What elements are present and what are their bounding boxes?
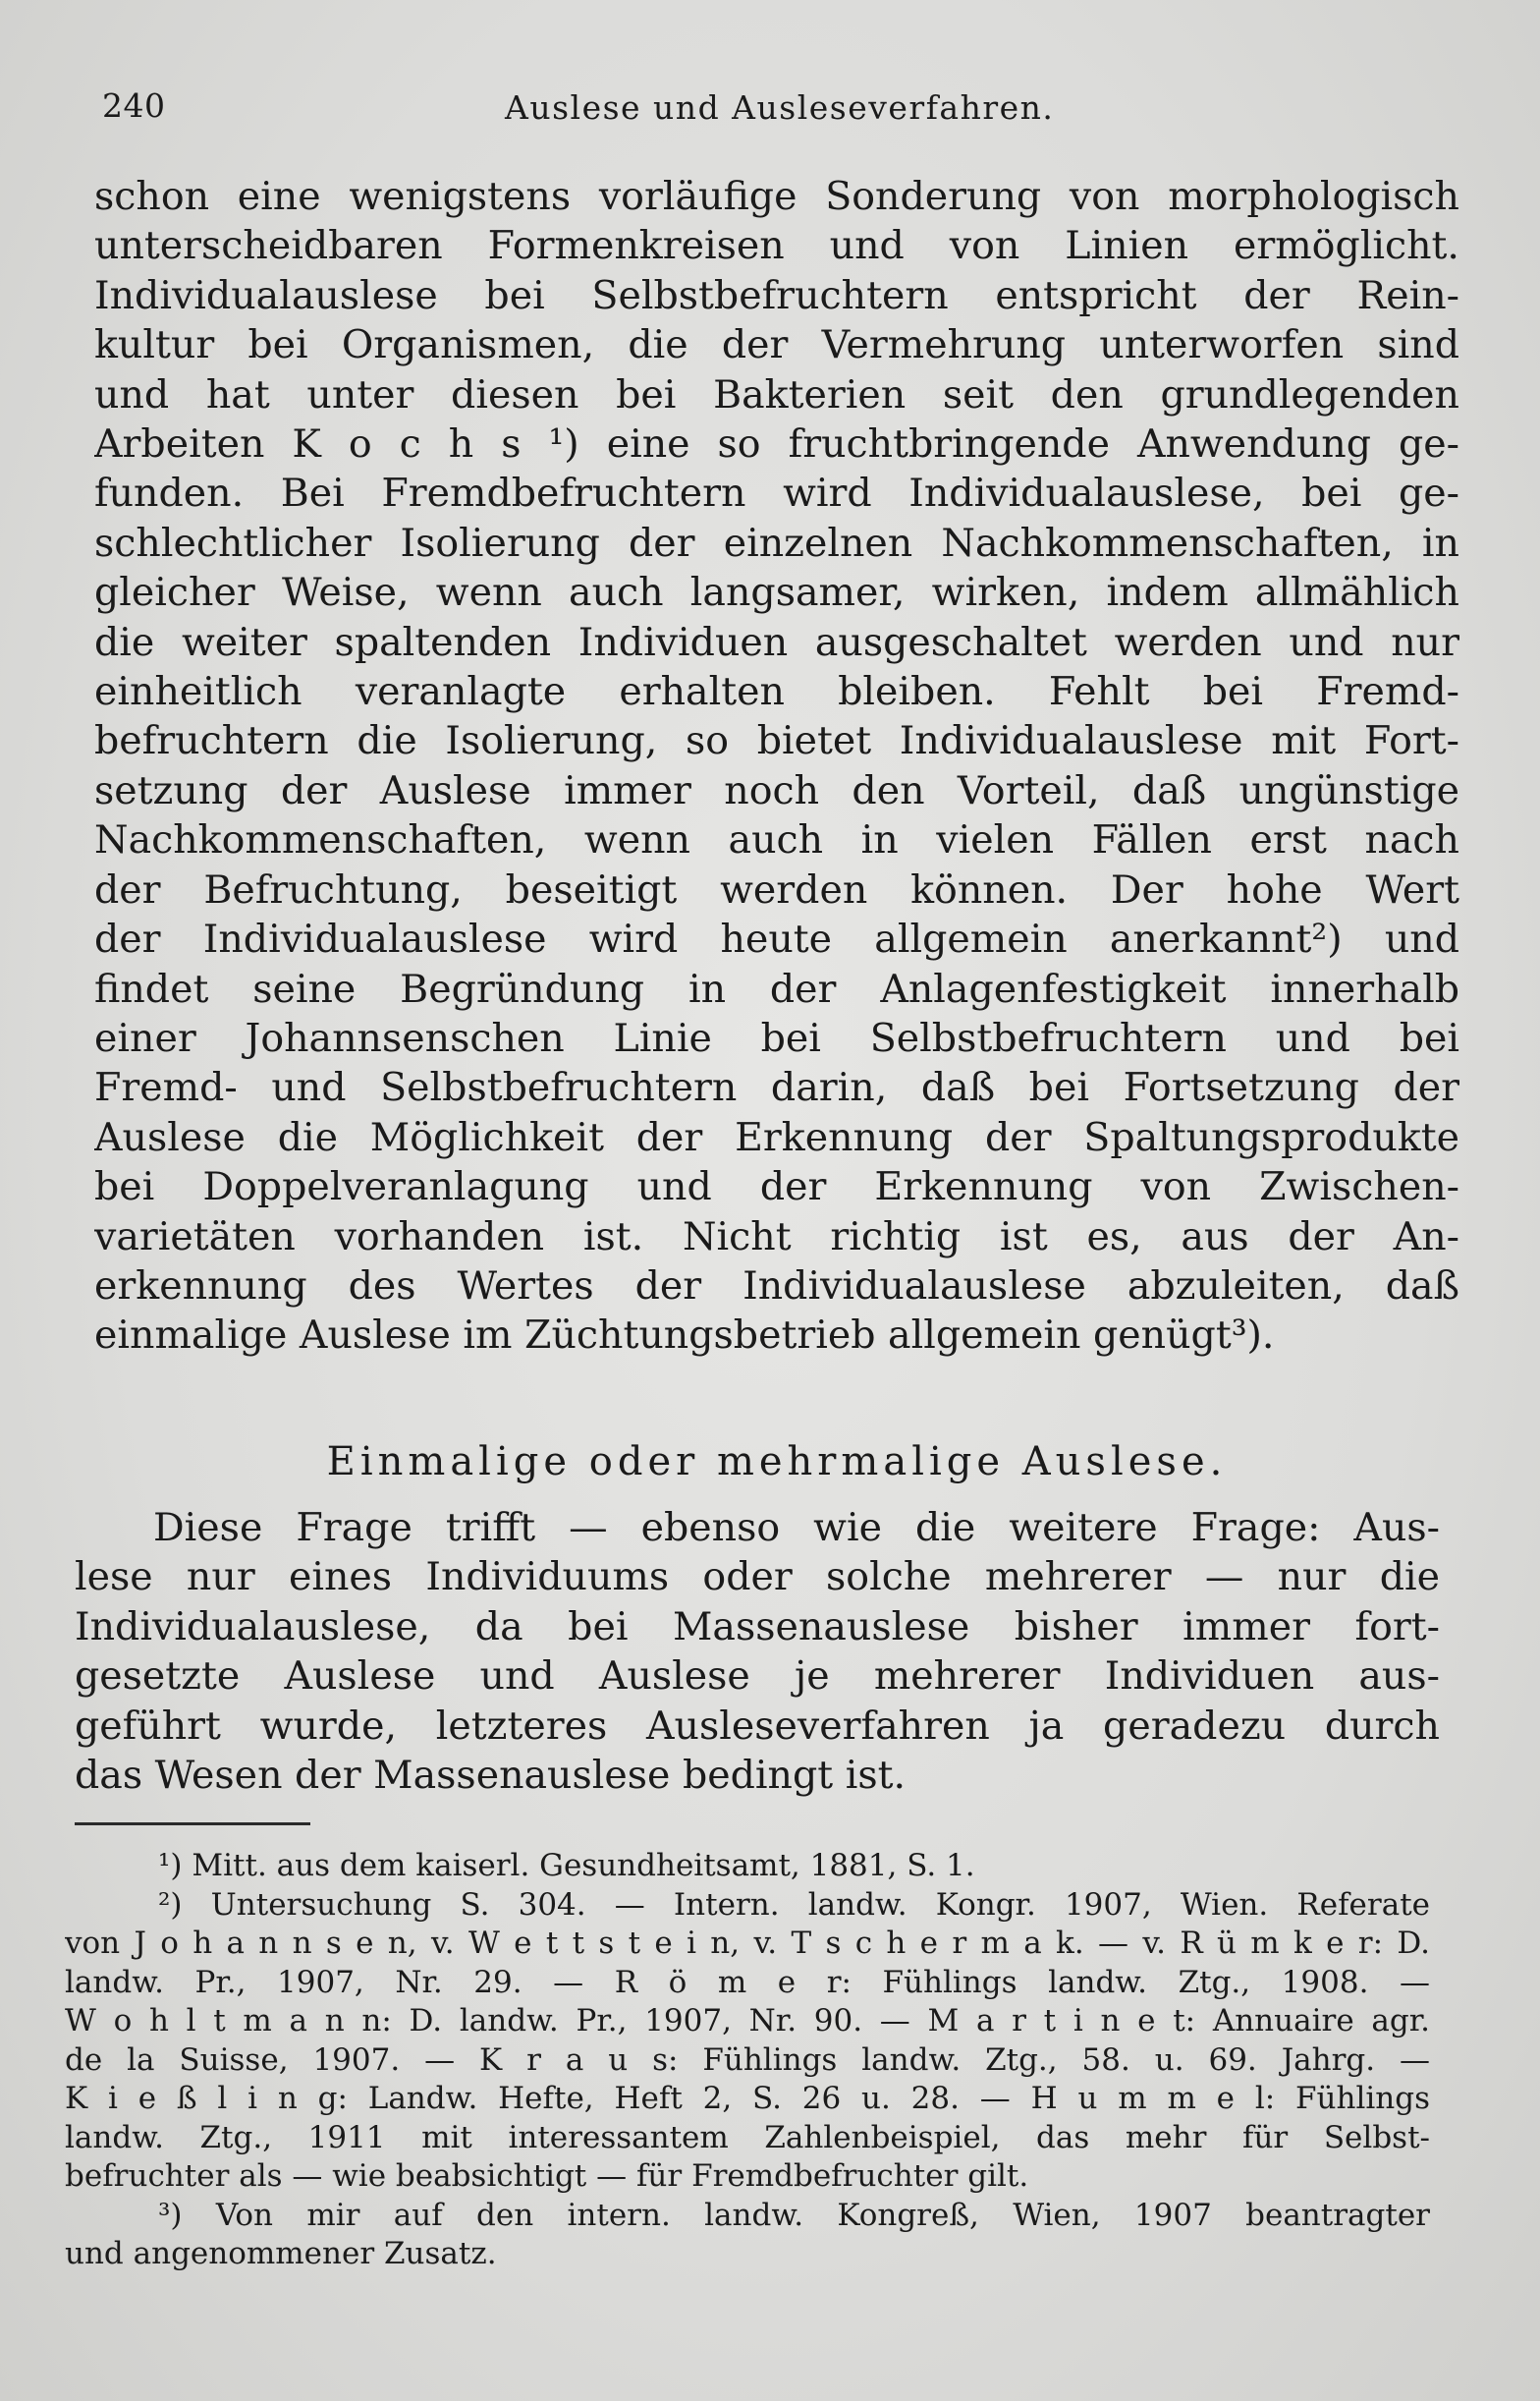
footnote-line: von J o h a n n s e n, v. W e t t s t e i n, v. T s c h e r m a k. — v. R ü m k e r: D. xyxy=(65,1926,1430,1961)
text-line: einmalige Auslese im Züchtungsbetrieb allgemein genügt³). xyxy=(94,1312,1275,1359)
footnote-line: K i e ß l i n g: Landw. Hefte, Heft 2, S. 26 u. 28. — H u m m e l: Fühlings xyxy=(65,2081,1430,2116)
text-line: erkennung des Wertes der Individualauslese abzuleiten, daß xyxy=(94,1262,1459,1309)
text-line: gleicher Weise, wenn auch langsamer, wirken, indem allmählich xyxy=(94,570,1459,616)
section-heading: Einmalige oder mehrmalige Auslese. xyxy=(326,1439,1228,1484)
footnote-line: befruchter als — wie beabsichtigt — für Fremdbefruchter gilt. xyxy=(65,2158,1029,2194)
page-header xyxy=(102,86,1458,136)
running-title: Auslese und Ausleseverfahren. xyxy=(505,88,1055,127)
footnote-line: ²) Untersuchung S. 304. — Intern. landw. Kongr. 1907, Wien. Referate xyxy=(158,1886,1430,1923)
footnote-separator xyxy=(75,1822,310,1825)
text-line: schon eine wenigstens vorläufige Sonderung von morphologisch xyxy=(94,174,1459,219)
footnote-line: ¹) Mitt. aus dem kaiserl. Gesundheitsamt, 1881, S. 1. xyxy=(158,1848,975,1883)
text-line: die weiter spaltenden Individuen ausgeschaltet werden und nur xyxy=(94,619,1459,665)
text-line: der Befruchtung, beseitigt werden können. Der hohe Wert xyxy=(94,866,1459,913)
footnotes xyxy=(65,1847,1430,2274)
text-line: gesetzte Auslese und Auslese je mehrerer Individuen aus- xyxy=(75,1653,1440,1700)
text-line: setzung der Auslese immer noch den Vorteil, daß ungünstige xyxy=(94,767,1459,813)
text-line: das Wesen der Massenauslese bedingt ist. xyxy=(75,1753,907,1799)
text-line: lese nur eines Individuums oder solche mehrerer — nur die xyxy=(75,1554,1440,1600)
footnote-line: W o h l t m a n n: D. landw. Pr., 1907, Nr. 90. — M a r t i n e t: Annuaire agr. xyxy=(65,2003,1430,2038)
text-line: findet seine Begründung in der Anlagenfestigkeit innerhalb xyxy=(94,966,1459,1012)
footnote-line: landw. Pr., 1907, Nr. 29. — R ö m e r: Fühlings landw. Ztg., 1908. — xyxy=(65,1964,1430,2000)
footnote-line: ³) Von mir auf den intern. landw. Kongreß, Wien, 1907 beantragter xyxy=(158,2197,1430,2233)
text-line: kultur bei Organismen, die der Vermehrung unterworfen sind xyxy=(94,322,1459,368)
footnote-line: de la Suisse, 1907. — K r a u s: Fühlings landw. Ztg., 58. u. 69. Jahrg. — xyxy=(65,2041,1430,2078)
text-line: befruchtern die Isolierung, so bietet Individualauslese mit Fort- xyxy=(94,718,1459,764)
footnote-line: landw. Ztg., 1911 mit interessantem Zahlenbeispiel, das mehr für Selbst- xyxy=(65,2119,1430,2155)
text-line: Nachkommenschaften, wenn auch in vielen Fällen erst nach xyxy=(94,817,1459,864)
text-line: und hat unter diesen bei Bakterien seit den grundlegenden xyxy=(94,371,1459,418)
text-line: bei Doppelveranlagung und der Erkennung von Zwischen- xyxy=(94,1164,1459,1210)
text-line: varietäten vorhanden ist. Nicht richtig ist es, aus der An- xyxy=(94,1213,1459,1259)
text-line: Individualauslese, da bei Massenauslese bisher immer fort- xyxy=(75,1603,1440,1649)
text-line: Diese Frage trifft — ebenso wie die weitere Frage: Aus- xyxy=(153,1505,1440,1550)
text-line: Auslese die Möglichkeit der Erkennung der Spaltungsprodukte xyxy=(94,1114,1459,1160)
text-line: einer Johannsenschen Linie bei Selbstbefruchtern und bei xyxy=(94,1015,1459,1061)
page-number: 240 xyxy=(102,86,166,125)
text-line: geführt wurde, letzteres Ausleseverfahren ja geradezu durch xyxy=(75,1703,1440,1749)
text-line: Individualauslese bei Selbstbefruchtern entspricht der Rein- xyxy=(94,272,1459,318)
text-line: einheitlich veranlagte erhalten bleiben. Fehlt bei Fremd- xyxy=(94,669,1459,715)
text-line: Arbeiten K o c h s ¹) eine so fruchtbringende Anwendung ge- xyxy=(94,421,1459,468)
text-line: funden. Bei Fremdbefruchtern wird Individualauslese, bei ge- xyxy=(94,471,1459,517)
section-paragraph xyxy=(75,1503,1440,1800)
text-line: Fremd- und Selbstbefruchtern darin, daß bei Fortsetzung der xyxy=(94,1065,1459,1111)
text-line: schlechtlicher Isolierung der einzelnen Nachkommenschaften, in xyxy=(94,520,1459,566)
footnote-line: und angenommener Zusatz. xyxy=(65,2236,497,2271)
text-line: unterscheidbaren Formenkreisen und von Linien ermöglicht. xyxy=(94,223,1459,269)
text-line: der Individualauslese wird heute allgemein anerkannt²) und xyxy=(94,917,1459,963)
body-paragraph xyxy=(94,172,1459,1361)
